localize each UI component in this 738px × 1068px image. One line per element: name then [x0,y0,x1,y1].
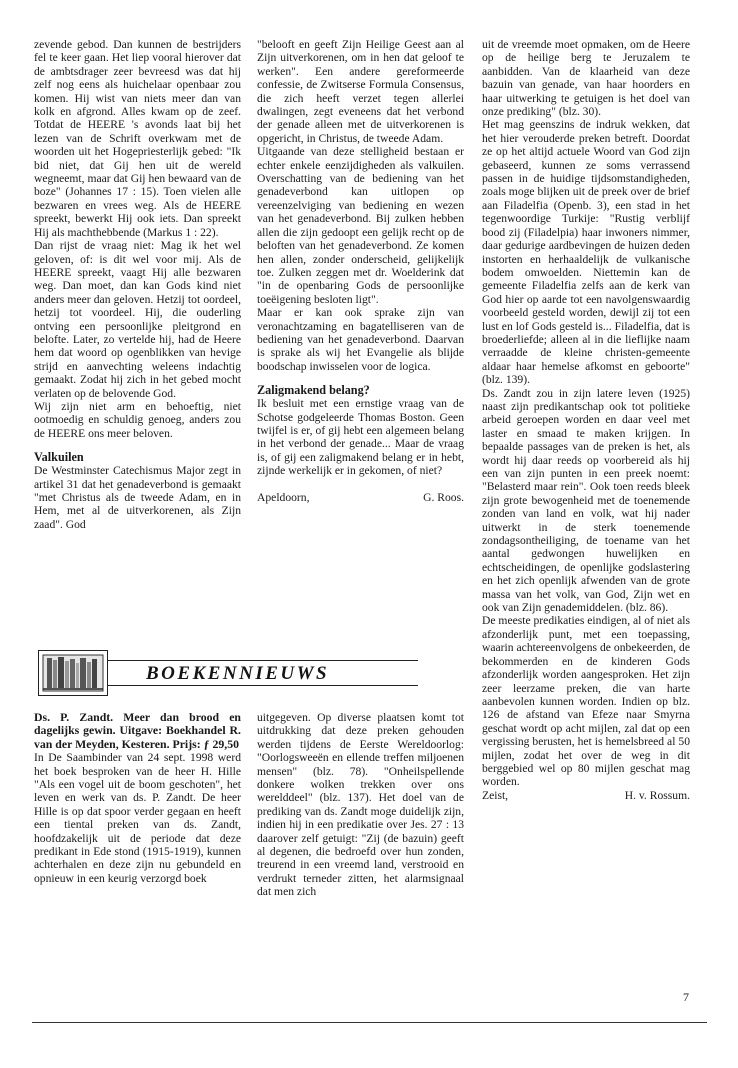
article-paragraph: De Westminster Catechismus Major zegt in artikel 31 dat het genadeverbond is gemaakt "met Christus als de tweede Adam, en in Hem, met al de uitverkorenen, als Zijn zaad". God [34,464,241,531]
section-banner [38,650,418,694]
signoff [482,789,690,802]
signoff-place: Apeldoorn, [257,490,310,504]
section-heading-zaligmakend: Zaligmakend belang? [257,383,370,398]
column-2-top [257,38,464,504]
column-1-top [34,38,241,531]
banner-title: BOEKENNIEUWS [146,663,330,684]
column-1-bottom [34,711,241,885]
column-3 [482,38,690,802]
bookshelf-icon [38,650,108,696]
article-paragraph: uitgegeven. Op diverse plaatsen komt tot uitdrukking dat deze preken gehouden werden tijdens de Eerste Wereldoorlog: "Oorlogsweeën en ellende treffen miljoenen mensen" (blz. 78). "Onheilspellende donkere wolken trekken over ons werelddeel" (blz. 137). Het doel van de prediking van ds. Zandt moge duidelijk zijn, indien hij in een predikatie over Jes. 27 : 13 daarover zelf getuigt: "Zij (de bazuin) geeft al degenen, die bedroefd over hun zonden, treurend in een vreemd land, verstrooid en verdrukt terneder zitten, het alarmsignaal dat men zich [257,711,464,899]
page-number: 7 [683,990,689,1004]
article-paragraph: Ik besluit met een ernstige vraag van de Schotse godgeleerde Thomas Boston. Geen twijfel is er, of gij hebt een algemeen belang in het verbond der genade... Maar de vraag is, of gij een zaligmakend belang er in hebt, zijnde werkelijk er in gekomen, of niet? [257,397,464,478]
signoff-place: Zeist, [482,788,509,802]
article-paragraph: uit de vreemde moet opmaken, om de Heere op de heilige berg te Jeruzalem te aanbidden. Van de klaarheid van deze bazuin van genade, van haar hoorders en haar uitwerking te getuigen is het doel van onze prediking" (blz. 30). Het mag geenszins de indruk wekken, dat het hier verouderde preken betreft. Doordat ze op het altijd actuele Woord van God zijn gebaseerd, kunnen ze soms verrassend passen in de huidige tijdsomstandigheden, zoals moge blijken uit de preek over de brief aan Filadelfia (Openb. 3), een stad in het tegenwoordige Turkije: "Rustig verblijf bood zij (Filadelpia) haar inwoners nimmer, daar gedurige aardbevingen de huizen deden instorten en herhaaldelijk de vulkanische bodem omwoelden. Niettemin kan de gemeente Filadelfia zelfs aan de kerk van God hier op aarde tot een navolgenswaardig voorbeeld gesteld worden, dewijl zij tot een lust en lof Gods gesteld is... Filadelfia, dat is broederliefde; alleen al in die lieflijke naam verraadde de kleine christen-gemeente aldaar haar hemelse afkomst en geboorte" (blz. 139). Ds. Zandt zou in zijn latere leven (1925) naast zijn predikantschap ook tot politieke arbeid geroepen worden en daar veel met laster en smaad te maken krijgen. In bepaalde passages van de preken is het, als wordt hij daar reeds op voorbereid als hij een van zijn punten in een preek noemt: "Belasterd maar rein". Ook toen reeds bleek zijn grote bewogenheid met de toenemende zonden van land en volk, wat hij nader uitwerkt in de sterk toenemende zondagsontheiliging, de toename van het aantal gedwongen huwelijken en echtscheidingen, de openlijke godslastering en het zich openlijk afwenden van de grote massa van het volk, van God, Zijn wet en ook van Zijn genademiddelen. (blz. 86). De meeste predikaties eindigen, al of niet als afzonderlijk punt, met een toepassing, waarin achtereenvolgens de onbekeerden, de bekommerden en de kinderen Gods afzonderlijk worden aangesproken. Het zijn zeer leerzame preken, die van harte aanbevolen kunnen worden. Indien op blz. 126 de afstand van Efeze naar Smyrna geschat wordt op acht mijlen, zal dat op een vergissing berusten, het is hemelsbreed al 50 mijlen, zodat het over de weg in dit berggebied wel op 80 mijlen geschat mag worden. [482,38,690,789]
column-2-bottom [257,711,464,899]
bottom-rule [32,1022,707,1023]
article-paragraph: In De Saambinder van 24 sept. 1998 werd het boek besproken van de heer H. Hille "Als een vogel uit de boom geschoten", het leven en werk van ds. P. Zandt. De heer Hille is op dat spoor verder gegaan en heeft een tiental preken van ds. Zandt, hoofdzakelijk uit de periode dat deze predikant in Ede stond (1915-1919), kunnen achterhalen en deze zijn nu gebundeld en opnieuw in een keurig verzorgd boek [34,751,241,885]
signoff-author: G. Roos. [423,490,464,504]
signoff [257,491,464,504]
section-heading-valkuilen: Valkuilen [34,450,84,465]
book-review-heading: Ds. P. Zandt. Meer dan brood en dagelijks gewin. Uitgave: Boekhandel R. van der Meyden, Kesteren. Prijs: ƒ 29,50 [34,710,241,751]
article-paragraph: zevende gebod. Dan kunnen de bestrijders fel te keer gaan. Het liep vooral hierover dat de ambtsdrager zeer bevreesd was dat hij zelf nog eens als huichelaar openbaar zou komen. Hij wist van niets meer dan van kolk en afgrond. Alles kwam op de zeef. Totdat de HEERE 's avonds laat bij het lezen van de Schrift overkwam met de woorden uit het Hogepriesterlijk gebed: "Ik bid niet, dat Gij hen uit de wereld wegneemt, maar dat Gij hen bewaard van de boze" (Johannes 17 : 15). Toen vielen alle bezwaren en vrees weg. Als de HEERE spreekt, bewerkt Hij ook iets. Dan spreekt Hij als machthebbende (Markus 1 : 22). Dan rijst de vraag niet: Mag ik het wel geloven, of: is dit wel voor mij. Als de HEERE spreekt, vaagt Hij alle bezwaren weg. Dan moet, dan kan Gods kind niet anders meer dan geloven. Hetzij tot oordeel, hetzij tot voordeel. Hij, die ouderling ontving een persoonlijke pleitgrond en belofte. Later, zo vertelde hij, had de Heere hem dat woord op ogenblikken van hevige strijd en aanvechting weleens indachtig gemaakt. Zodat hij zich in het gebed mocht verlaten op de belovende God. Wij zijn niet arm en behoeftig, niet ootmoedig en schuldig genoeg, anders zou de HEERE ons meer beloven. [34,38,241,440]
signoff-author: H. v. Rossum. [624,788,690,802]
article-paragraph: "belooft en geeft Zijn Heilige Geest aan al Zijn uitverkorenen, om in hen dat geloof te werken". Een andere gereformeerde confessie, de Zwitserse Formula Consensus, die zich heeft verzet tegen allerlei dwalingen, zegt eveneens dat het verbond der genade alleen met de uitverkorenen is opgericht, in Christus, de tweede Adam. Uitgaande van deze stelligheid bestaan er echter enkele eenzijdigheden als valkuilen. Overschatting van de bediening van het genadeverbond kan uitlopen op vereenzelviging van bediening en wezen van het genadeverbond. Bij zulken hebben allen die zijn gedoopt een gelijk recht op de beloften van het genadeverbond. Ze komen hen allen, zonder onderscheid, gelijkelijk toe. Zulken zeggen met dr. Woelderink dat "in de openbaring Gods de persoonlijke toeëigening besloten ligt". Maar er kan ook sprake zijn van veronachtzaming en bagatelliseren van de bediening van het genadeverbond. Daarvan is sprake als wij het Evangelie als blijde boodschap inwisselen voor de logica. [257,38,464,373]
